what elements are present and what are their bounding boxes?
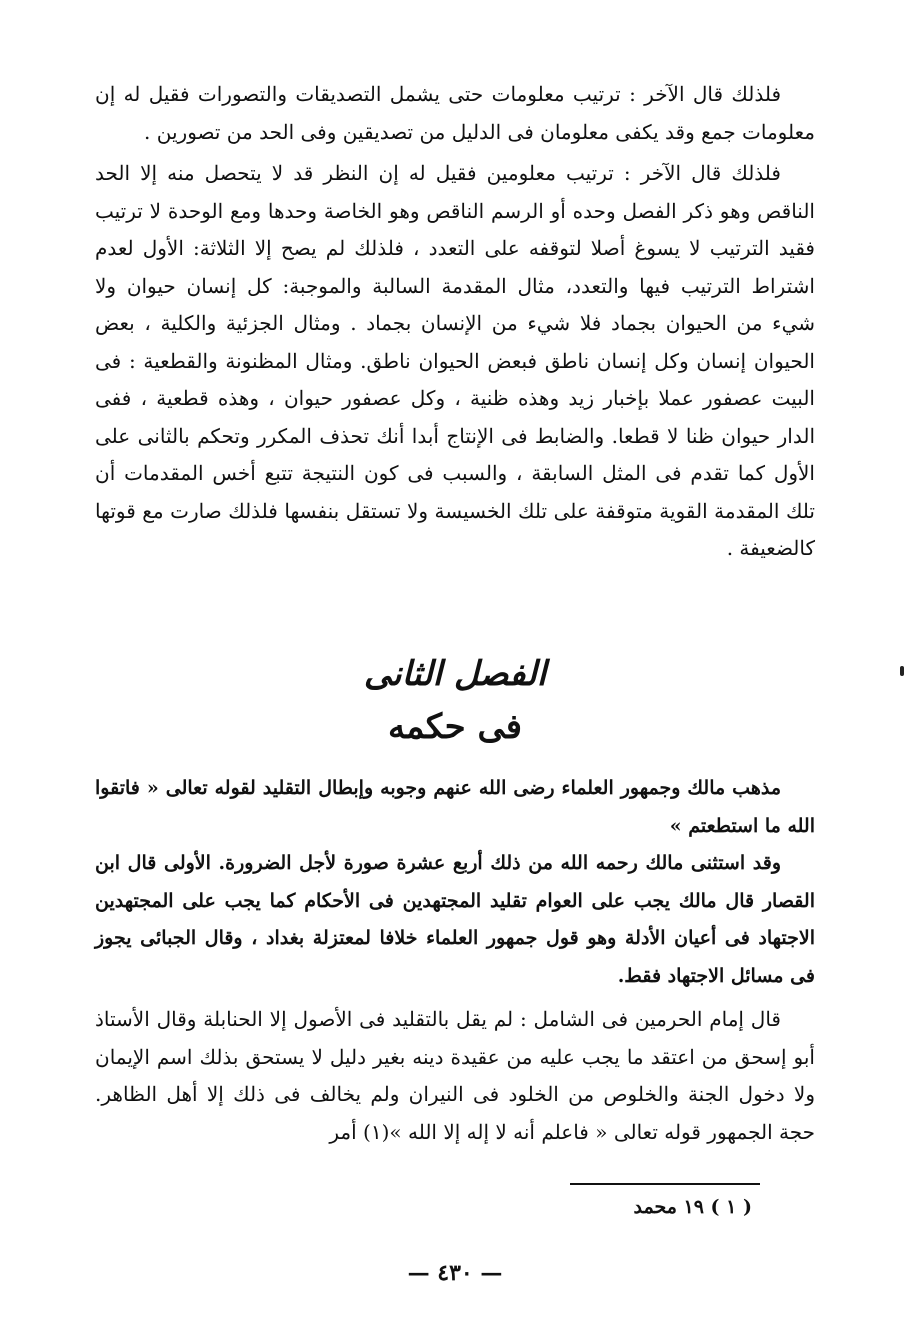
paragraph-4: وقد استثنى مالك رحمه الله من ذلك أربع عشرة صورة لأجل الضرورة. الأولى قال ابن القصار قال مالك يجب على العوام تقليد المجتهدين فى الأحكام كما يجب على المجتهدين الاجتهاد فى أعيان الأدلة وهو قول جمهور العلماء خلافا لمعتزلة بغداد ، وقال الجبائى يجوز فى مسائل الاجتهاد فقط. xyxy=(95,852,815,987)
top-text-block xyxy=(95,76,815,568)
margin-mark xyxy=(900,666,904,676)
paragraph-5: قال إمام الحرمين فى الشامل : لم يقل بالتقليد فى الأصول إلا الحنابلة وقال الأستاذ أبو إسحق من اعتقد ما يجب عليه من عقيدة دينه بغير دليل لا يستحق بذلك اسم الإيمان ولا دخول الجنة والخلوص من الخلود فى النيران ولم يخالف فى ذلك إلا أهل الظاهر. حجة الجمهور قوله تعالى « فاعلم أنه لا إله إلا الله »(١) أمر xyxy=(95,1007,815,1144)
chapter-heading: الفصل الثانى xyxy=(363,654,547,694)
paragraph-3: مذهب مالك وجمهور العلماء رضى الله عنهم وجوبه وإبطال التقليد لقوله تعالى « فاتقوا الله ما استطعتم » xyxy=(95,777,815,837)
paragraph-1: فلذلك قال الآخر : ترتيب معلومات حتى يشمل التصديقات والتصورات فقيل له إن معلومات جمع وقد يكفى معلومان فى الدليل من تصديقين وفى الحد من تصورين . xyxy=(95,82,815,144)
footnote-divider xyxy=(570,1183,760,1185)
bold-text-block xyxy=(95,770,815,1151)
paragraph-2: فلذلك قال الآخر : ترتيب معلومين فقيل له إن النظر قد لا يتحصل منه إلا الحد الناقص وهو ذكر الفصل وحده أو الرسم الناقص وهو الخاصة وحدها ومع الوحدة لا ترتيب فقيد الترتيب لا يسوغ أصلا لتوقفه على التعدد ، فلذلك لم يصح إلا الثلاثة: الأول لعدم اشتراط الترتيب فيها والتعدد، مثال المقدمة السالبة والموجبة: كل إنسان حيوان ولا شيء من الحيوان بجماد فلا شيء من الإنسان بجماد . ومثال الجزئية والكلية ، بعض الحيوان إنسان وكل إنسان ناطق فبعض الحيوان ناطق. ومثال المظنونة والقطعية : فى البيت عصفور عملا بإخبار زيد وهذه ظنية ، وكل عصفور حيوان ، وهذه قطعية ، ففى الدار حيوان ظنا لا قطعا. والضابط فى الإنتاج أبدا أنك تحذف المكرر وتحكم بالثانى على الأول كما تقدم فى المثل السابقة ، والسبب فى كون النتيجة تتبع أخس المقدمات أن تلك المقدمة القوية متوقفة على تلك الخسيسة ولا تستقل بنفسها فلذلك صارت مع قوتها كالضعيفة . xyxy=(95,161,815,560)
chapter-subheading: فى حكمه xyxy=(387,707,523,747)
footnote: ( ١ ) ١٩ محمد xyxy=(633,1196,752,1218)
chapter-heading-block xyxy=(0,650,910,752)
page-number: — ٤٣٠ — xyxy=(407,1260,503,1286)
